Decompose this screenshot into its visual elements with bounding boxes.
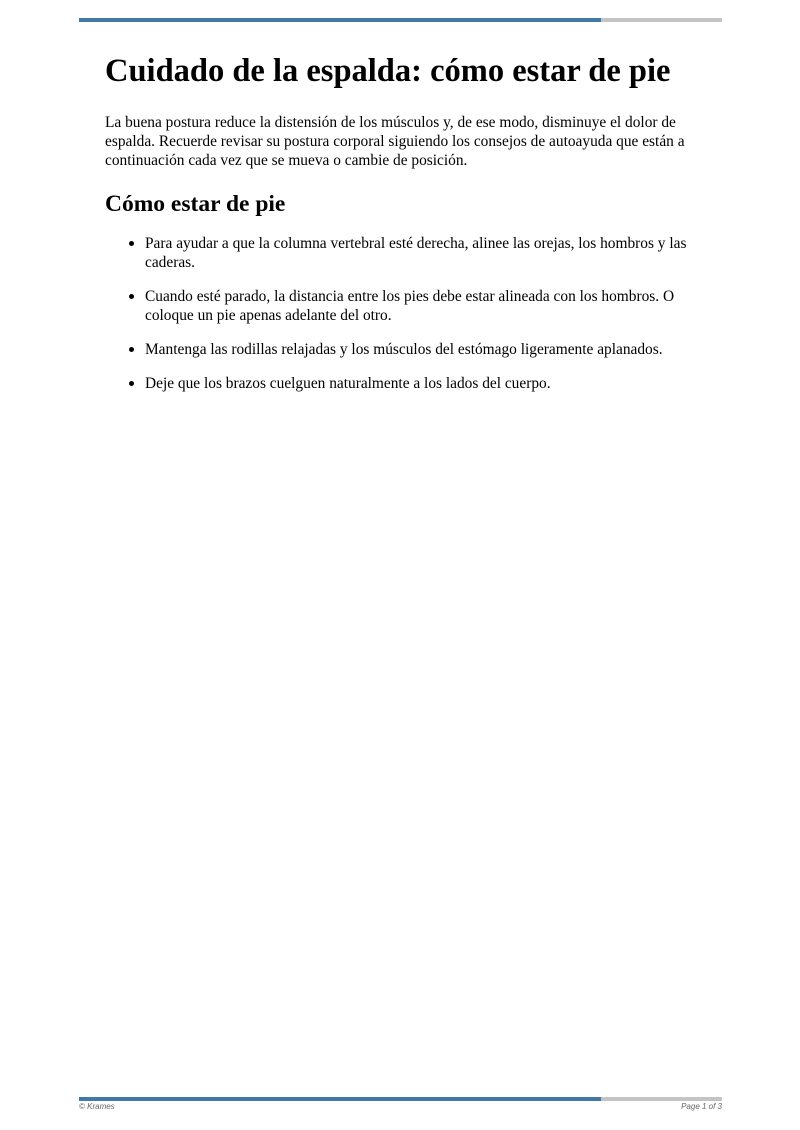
list-item: Mantenga las rodillas relajadas y los músculos del estómago ligeramente aplanados.: [145, 340, 705, 359]
footer-rule-rest: [601, 1097, 722, 1101]
header-rule: [79, 18, 722, 22]
document-body: [105, 52, 705, 408]
tips-list: [105, 234, 705, 393]
page-title: Cuidado de la espalda: cómo estar de pie: [105, 53, 671, 89]
footer-page-number: Page 1 of 3: [681, 1102, 722, 1111]
header-rule-accent: [79, 18, 601, 22]
list-item: Cuando esté parado, la distancia entre los pies debe estar alineada con los hombros. O coloque un pie apenas adelante del otro.: [145, 287, 705, 325]
intro-paragraph: La buena postura reduce la distensión de los músculos y, de ese modo, disminuye el dolor de espalda. Recuerde revisar su postura corporal siguiendo los consejos de autoayuda que están a continuación cada vez que se mueva o cambie de posición.: [105, 114, 685, 169]
list-item: Deje que los brazos cuelguen naturalmente a los lados del cuerpo.: [145, 374, 705, 393]
footer-copyright: © Krames: [79, 1102, 115, 1111]
footer-rule-accent: [79, 1097, 601, 1101]
header-rule-rest: [601, 18, 722, 22]
footer-rule: [79, 1097, 722, 1101]
section-heading: Cómo estar de pie: [105, 191, 286, 217]
list-item: Para ayudar a que la columna vertebral esté derecha, alinee las orejas, los hombros y las caderas.: [145, 234, 705, 272]
